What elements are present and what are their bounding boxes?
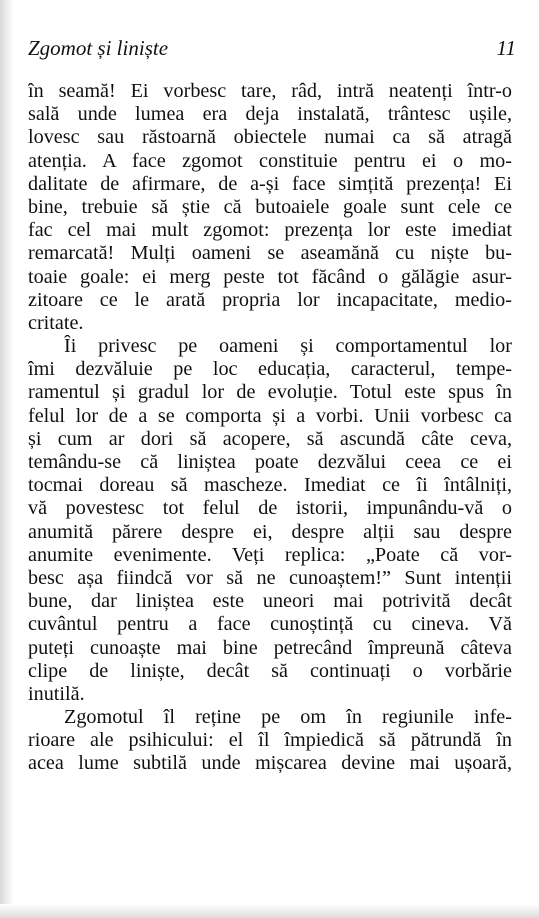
- running-title: Zgomot și liniște: [28, 36, 169, 60]
- text-line: fac cel mai mult zgomot: prezența lor este imediat: [28, 219, 512, 242]
- running-header: [28, 35, 516, 61]
- text-line: ramentul și gradul lor de evoluție. Totul este spus în: [28, 381, 512, 404]
- text-line: acea lume subtilă unde mișcarea devine mai ușoară,: [28, 752, 512, 775]
- text-line: dalitate de afirmare, de a-și face simțită prezența! Ei: [28, 172, 512, 195]
- text-line: tocmai doreau să mascheze. Imediat ce îi întâlniți,: [28, 474, 512, 497]
- text-line: temându-se că liniștea poate dezvălui ceea ce ei: [28, 451, 512, 473]
- text-line: bune, dar liniștea este uneori mai potrivită decât: [28, 590, 512, 613]
- text-line: anumită părere despre ei, despre alții sau despre: [28, 520, 512, 543]
- text-line: Îi privesc pe oameni și comportamentul lor: [64, 335, 512, 358]
- text-line: bine, trebuie să știe că butoaiele goale sunt cele ce: [28, 195, 512, 218]
- text-line: puteți cunoaște mai bine petrecând împreună câteva: [28, 636, 512, 659]
- text-line: atenția. A face zgomot constituie pentru ei o mo-: [28, 149, 512, 172]
- spine-shadow: [0, 0, 14, 918]
- text-line: lovesc sau răstoarnă obiectele numai ca să atragă: [28, 126, 512, 149]
- text-line: anumite evenimente. Veți replica: „Poate că vor-: [28, 543, 512, 566]
- text-line: critate.: [28, 311, 84, 334]
- text-line: rioare ale psihicului: el îl împiedică să pătrundă în: [28, 729, 512, 752]
- text-line: sală unde lumea era deja instalată, trântesc ușile,: [28, 103, 512, 126]
- text-line: în seamă! Ei vorbesc tare, râd, intră neatenți într-o: [28, 80, 512, 102]
- text-line: felul lor de a se comporta și a vorbi. Unii vorbesc ca: [28, 404, 512, 427]
- text-line: besc așa fiindcă vor să ne cunoaștem!” Sunt intenții: [28, 566, 512, 589]
- page-number: 11: [496, 36, 516, 60]
- text-line: zitoare ce le arată propria lor incapacitate, medio-: [28, 288, 512, 311]
- text-line: inutilă.: [28, 682, 85, 705]
- text-line: clipe de liniște, decât să continuați o vorbărie: [28, 659, 512, 682]
- page-edge-shadow: [0, 904, 539, 918]
- text-line: vă povestesc tot felul de istorii, impunându-vă o: [28, 497, 512, 520]
- text-line: îmi dezvăluie pe loc educația, caracterul, tempe-: [28, 358, 512, 381]
- text-line: toaie goale: ei merg peste tot făcând o gălăgie asur-: [28, 265, 512, 288]
- text-line: și cum ar dori să acopere, să ascundă câte ceva,: [28, 427, 512, 450]
- text-line: cuvântul pentru a face cunoștință cu cineva. Vă: [28, 613, 512, 636]
- body-text: [28, 80, 512, 776]
- text-line: remarcată! Mulți oameni se aseamănă cu niște bu-: [28, 242, 512, 265]
- text-line: Zgomotul îl reține pe om în regiunile infe-: [64, 706, 512, 729]
